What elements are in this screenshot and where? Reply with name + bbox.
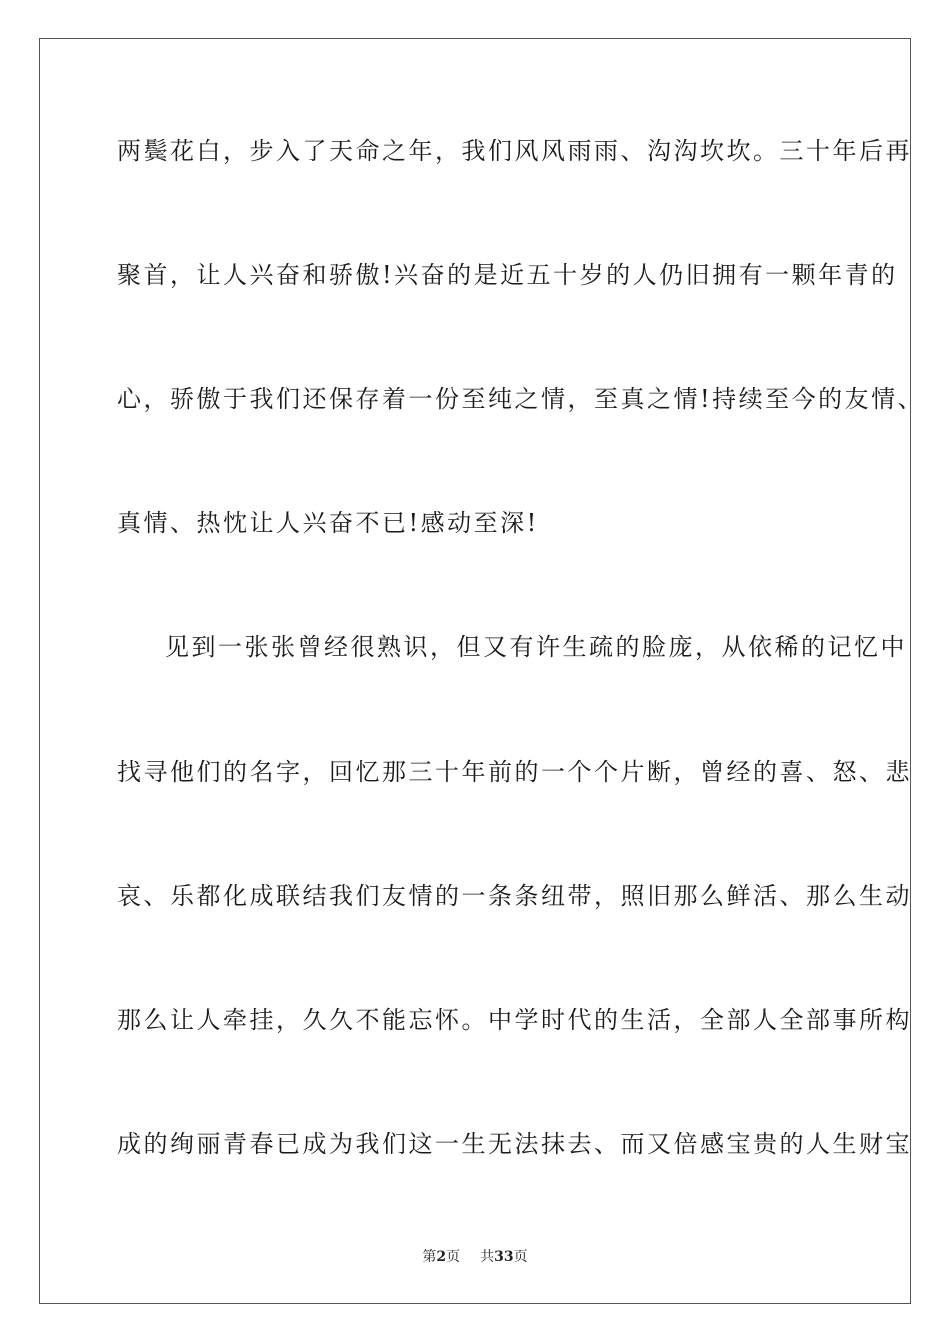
total-pages: 33 <box>494 1249 514 1265</box>
page-number: 2 <box>436 1249 447 1265</box>
text-line: 成的绚丽青春已成为我们这一生无法抹去、而又倍感宝贵的人生财宝 <box>117 1130 912 1158</box>
total-suffix: 页 <box>513 1249 528 1265</box>
page-prefix: 第 <box>422 1249 437 1265</box>
page-suffix: 页 <box>446 1249 461 1265</box>
paragraph-first-line: 见到一张张曾经很熟识，但又有许生疏的脸庞，从依稀的记忆中 <box>165 633 907 661</box>
text-line: 那么让人牵挂，久久不能忘怀。中学时代的生活，全部人全部事所构 <box>117 1006 912 1034</box>
text-line: 聚首，让人兴奋和骄傲!兴奋的是近五十岁的人仍旧拥有一颗年青的 <box>117 261 898 289</box>
text-line: 哀、乐都化成联结我们友情的一条条纽带，照旧那么鲜活、那么生动 <box>117 882 912 910</box>
text-line: 两鬓花白，步入了天命之年，我们风风雨雨、沟沟坎坎。三十年后再 <box>117 137 912 165</box>
total-prefix: 共 <box>480 1249 495 1265</box>
text-line: 心，骄傲于我们还保存着一份至纯之情，至真之情!持续至今的友情、 <box>117 385 925 413</box>
page-border <box>39 38 925 1304</box>
page-footer <box>0 1248 950 1266</box>
text-line: 找寻他们的名字，回忆那三十年前的一个个片断，曾经的喜、怒、悲 <box>117 758 912 786</box>
text-line: 真情、热忱让人兴奋不已!感动至深! <box>117 509 539 537</box>
